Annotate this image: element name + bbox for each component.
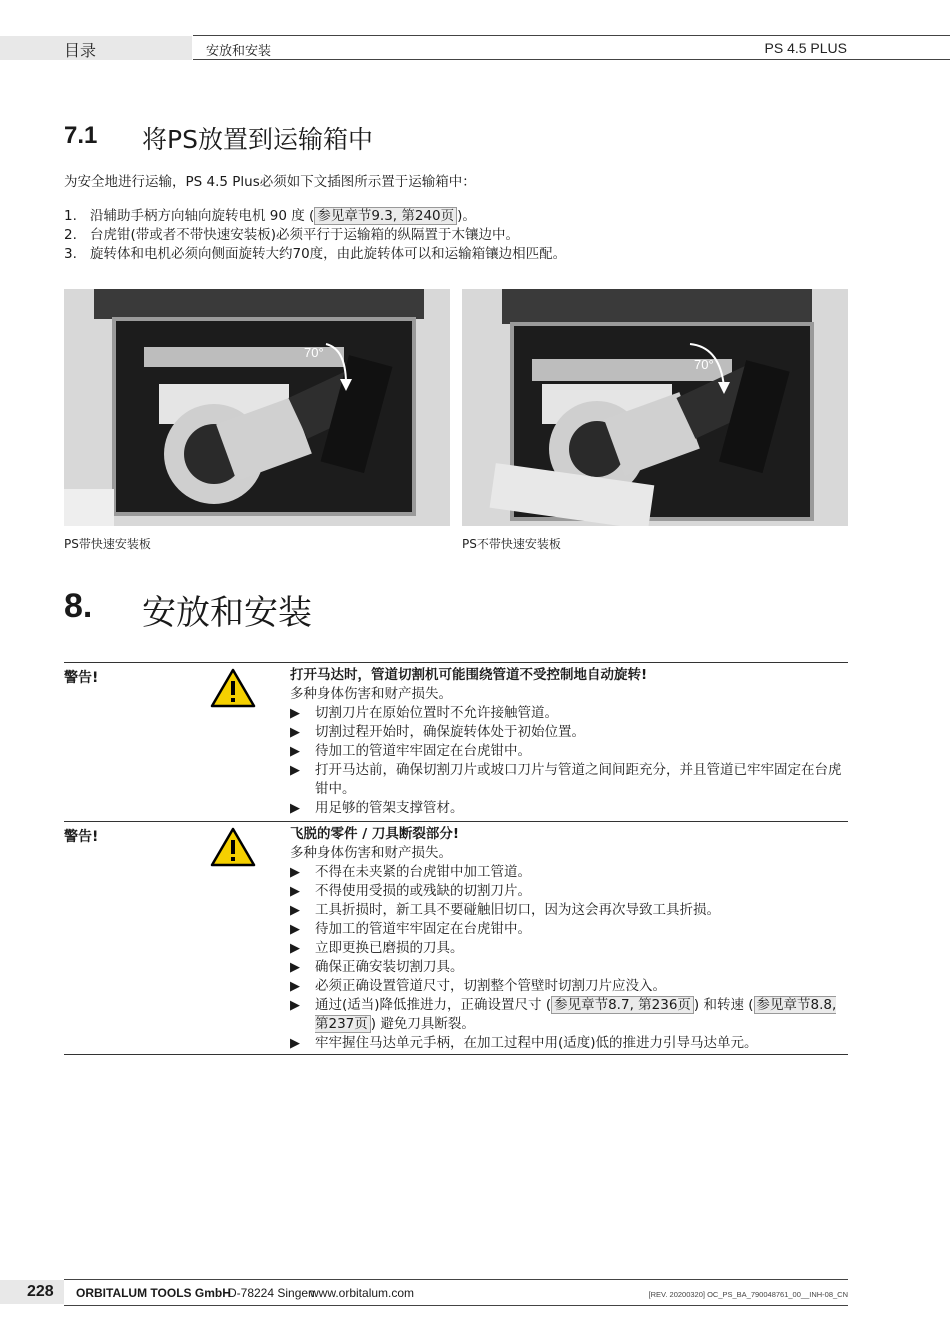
warning-title: 飞脱的零件 / 刀具断裂部分!: [290, 826, 459, 842]
bullet-arrow-icon: ▶: [290, 979, 300, 994]
section-intro: 为安全地进行运输，PS 4.5 Plus必须如下文插图所示置于运输箱中：: [64, 174, 476, 190]
step-text: 旋转体和电机必须向侧面旋转大约70度，由此旋转体可以和运输箱镶边相匹配。: [90, 246, 567, 262]
cross-reference-link[interactable]: 参见章节9.3, 第240页: [314, 207, 457, 225]
bullet-arrow-icon: ▶: [290, 801, 300, 816]
warning-title: 打开马达时，管道切割机可能围绕管道不受控制地自动旋转!: [290, 667, 648, 683]
warning-list: [290, 863, 848, 1053]
list-item: ▶ 必须正确设置管道尺寸，切割整个管壁时切割刀片应没入。: [290, 978, 666, 994]
list-item: ▶ 工具折损时，新工具不要碰触旧切口，因为这会再次导致工具折损。: [290, 902, 720, 918]
step-text: 台虎钳(带或者不带快速安装板)必须平行于运输箱的纵隔置于木镶边中。: [90, 227, 520, 243]
photo-ps-without-quick-plate: [462, 289, 848, 526]
list-item: ▶ 确保正确安装切割刀具。: [290, 959, 464, 975]
warning-triangle-icon: [210, 668, 256, 708]
section-title: 将PS放置到运输箱中: [142, 125, 373, 154]
list-item: ▶ 不得使用受损的或残缺的切割刀片。: [290, 883, 531, 899]
warning-list: [290, 704, 848, 818]
rotation-angle-label: 70°: [694, 357, 714, 372]
footer-rule-bottom: [64, 1305, 848, 1306]
chapter-title: 安放和安装: [142, 593, 312, 633]
list-item: ▶ 通过(适当)降低推进力，正确设置尺寸 ( 参见章节8.7, 第236页 ) 和转速 ( 参见章节8.8, 第237页 ) 避免刀具断裂。: [290, 997, 837, 1032]
step-item: [64, 226, 566, 245]
cross-reference-link[interactable]: 参见章节8.7, 第236页: [551, 996, 694, 1014]
toc-tab[interactable]: [0, 36, 192, 60]
list-item: ▶ 用足够的管架支撑管材。: [290, 800, 464, 816]
cross-reference-link[interactable]: 参见章节8.8, 第237页: [315, 997, 837, 1032]
bullet-arrow-icon: ▶: [290, 706, 300, 721]
footer-rule-top: [64, 1279, 848, 1280]
list-item: ▶ 不得在未夹紧的台虎钳中加工管道。: [290, 864, 531, 880]
warning-label: 警告!: [64, 670, 99, 686]
bullet-arrow-icon: ▶: [290, 941, 300, 956]
bullet-arrow-icon: ▶: [290, 865, 300, 880]
bullet-arrow-icon: ▶: [290, 960, 300, 975]
figure-caption: PS不带快速安装板: [462, 537, 561, 551]
warning-label: 警告!: [64, 829, 99, 845]
list-item: ▶ 切割过程开始时，确保旋转体处于初始位置。: [290, 724, 585, 740]
warning-body: [290, 666, 848, 818]
bullet-arrow-icon: ▶: [290, 763, 300, 778]
warning-body: [290, 825, 848, 1053]
list-item: ▶ 牢牢握住马达单元手柄，在加工过程中用(适度)低的推进力引导马达单元。: [290, 1035, 758, 1051]
list-item: ▶ 待加工的管道牢牢固定在台虎钳中。: [290, 743, 531, 759]
step-list: [64, 207, 566, 264]
footer-company: ORBITALUM TOOLS GmbH: [76, 1286, 231, 1300]
header-rule-bottom: [193, 59, 950, 60]
step-item: [64, 207, 566, 226]
list-item: ▶ 待加工的管道牢牢固定在台虎钳中。: [290, 921, 531, 937]
bullet-arrow-icon: ▶: [290, 903, 300, 918]
page-number-tab: [0, 1280, 64, 1304]
list-item: ▶ 立即更换已磨损的刀具。: [290, 940, 464, 956]
page-number: 228: [27, 1283, 54, 1300]
bullet-arrow-icon: ▶: [290, 1036, 300, 1051]
table-rule: [64, 821, 848, 822]
section-number: 7.1: [64, 122, 98, 149]
bullet-arrow-icon: ▶: [290, 744, 300, 759]
footer-website-link[interactable]: www.orbitalum.com: [310, 1286, 415, 1300]
table-rule: [64, 1054, 848, 1055]
bullet-arrow-icon: ▶: [290, 725, 300, 740]
table-rule: [64, 662, 848, 663]
header-rule-top: [193, 35, 950, 36]
footer-revision: [REV. 20200320] OC_PS_BA_790048761_00__INH-08_CN: [648, 1290, 848, 1299]
list-item: ▶ 切割刀片在原始位置时不允许接触管道。: [290, 705, 558, 721]
warning-triangle-icon: [210, 827, 256, 867]
bullet-arrow-icon: ▶: [290, 884, 300, 899]
step-number: 2.: [64, 227, 77, 243]
step-number: 3.: [64, 246, 77, 262]
figure-caption: PS带快速安装板: [64, 537, 151, 551]
step-item: [64, 245, 566, 264]
step-text: 沿辅助手柄方向轴向旋转电机 90 度 ( 参见章节9.3, 第240页 )。: [90, 208, 476, 224]
chapter-number: 8.: [64, 587, 93, 625]
warning-subtitle: 多种身体伤害和财产损失。: [290, 686, 452, 702]
warning-subtitle: 多种身体伤害和财产损失。: [290, 845, 452, 861]
footer-address: D-78224 Singen: [228, 1286, 315, 1300]
header-section: 安放和安装: [206, 44, 272, 59]
bullet-arrow-icon: ▶: [290, 922, 300, 937]
photo-ps-with-quick-plate: [64, 289, 450, 526]
step-number: 1.: [64, 208, 77, 224]
rotation-angle-label: 70°: [304, 345, 324, 360]
header-product: PS 4.5 PLUS: [764, 40, 847, 56]
bullet-arrow-icon: ▶: [290, 998, 300, 1013]
toc-label[interactable]: 目录: [64, 41, 97, 60]
list-item: ▶ 打开马达前，确保切割刀片或坡口刀片与管道之间间距充分，并且管道已牢牢固定在台虎钳中。: [290, 762, 842, 797]
